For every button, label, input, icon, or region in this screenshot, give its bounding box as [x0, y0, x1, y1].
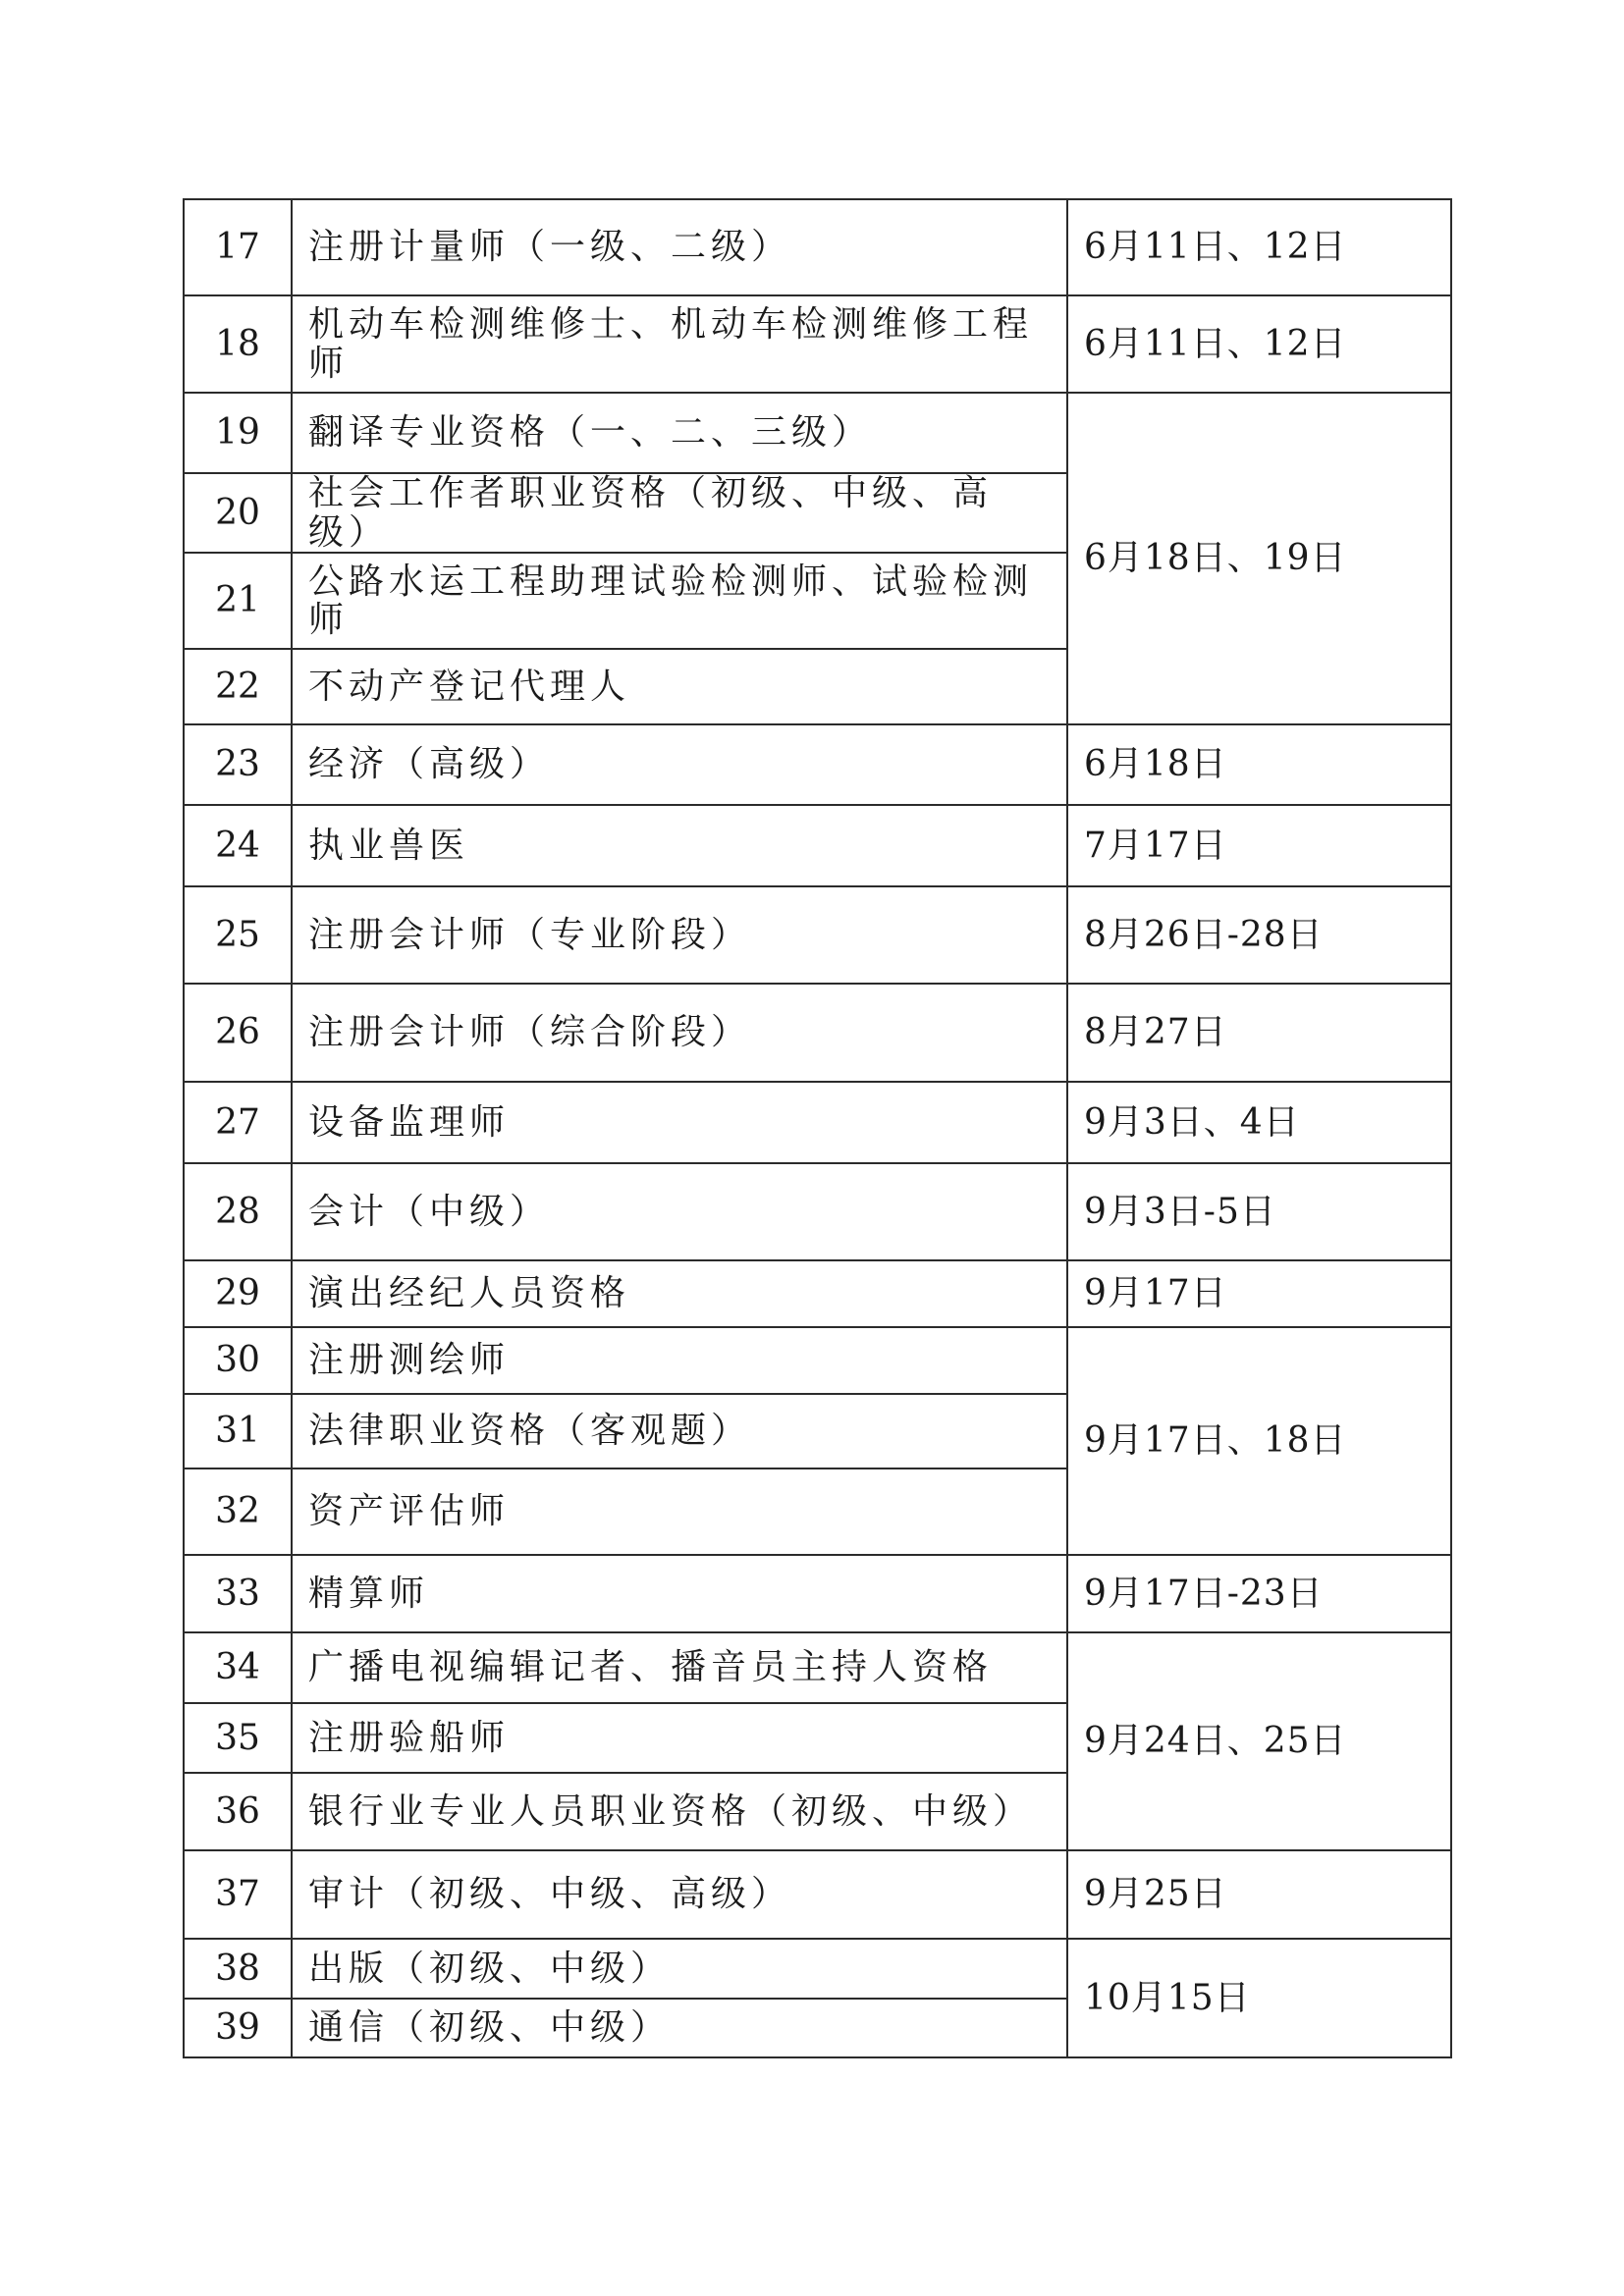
exam-schedule-table	[183, 198, 1452, 2058]
exam-name: 注册会计师（综合阶段）	[292, 984, 1067, 1082]
exam-name: 不动产登记代理人	[292, 649, 1067, 724]
exam-name: 设备监理师	[292, 1082, 1067, 1163]
exam-name: 注册计量师（一级、二级）	[292, 199, 1067, 295]
exam-name: 注册测绘师	[292, 1327, 1067, 1394]
row-number: 35	[184, 1703, 292, 1773]
exam-date: 10月15日	[1067, 1939, 1451, 2057]
row-number: 28	[184, 1163, 292, 1260]
row-number: 24	[184, 805, 292, 886]
exam-name: 执业兽医	[292, 805, 1067, 886]
row-number: 22	[184, 649, 292, 724]
exam-name: 注册会计师（专业阶段）	[292, 886, 1067, 984]
exam-name: 演出经纪人员资格	[292, 1260, 1067, 1327]
exam-date: 6月11日、12日	[1067, 199, 1451, 295]
row-number: 19	[184, 393, 292, 473]
row-number: 20	[184, 473, 292, 553]
row-number: 36	[184, 1773, 292, 1850]
table-row	[184, 1632, 1451, 1703]
exam-name: 机动车检测维修士、机动车检测维修工程师	[292, 295, 1067, 393]
exam-name: 法律职业资格（客观题）	[292, 1394, 1067, 1468]
row-number: 32	[184, 1468, 292, 1555]
exam-date: 9月3日、4日	[1067, 1082, 1451, 1163]
exam-name: 审计（初级、中级、高级）	[292, 1850, 1067, 1939]
exam-date: 8月26日-28日	[1067, 886, 1451, 984]
row-number: 31	[184, 1394, 292, 1468]
exam-name: 公路水运工程助理试验检测师、试验检测师	[292, 553, 1067, 649]
exam-name: 通信（初级、中级）	[292, 1999, 1067, 2057]
exam-name: 出版（初级、中级）	[292, 1939, 1067, 1999]
exam-name: 资产评估师	[292, 1468, 1067, 1555]
row-number: 33	[184, 1555, 292, 1632]
table-row	[184, 1555, 1451, 1632]
exam-name: 会计（中级）	[292, 1163, 1067, 1260]
row-number: 38	[184, 1939, 292, 1999]
exam-date: 8月27日	[1067, 984, 1451, 1082]
table-row	[184, 805, 1451, 886]
table-row	[184, 984, 1451, 1082]
row-number: 26	[184, 984, 292, 1082]
exam-date: 6月18日	[1067, 724, 1451, 805]
row-number: 27	[184, 1082, 292, 1163]
table-row	[184, 393, 1451, 473]
exam-name: 精算师	[292, 1555, 1067, 1632]
table-row	[184, 1327, 1451, 1394]
exam-name: 翻译专业资格（一、二、三级）	[292, 393, 1067, 473]
row-number: 23	[184, 724, 292, 805]
table-row	[184, 724, 1451, 805]
exam-name: 广播电视编辑记者、播音员主持人资格	[292, 1632, 1067, 1703]
row-number: 37	[184, 1850, 292, 1939]
row-number: 34	[184, 1632, 292, 1703]
exam-name: 社会工作者职业资格（初级、中级、高级）	[292, 473, 1067, 553]
row-number: 21	[184, 553, 292, 649]
exam-date: 9月17日、18日	[1067, 1327, 1451, 1555]
exam-date: 6月18日、19日	[1067, 393, 1451, 724]
exam-date: 9月17日	[1067, 1260, 1451, 1327]
exam-date: 6月11日、12日	[1067, 295, 1451, 393]
row-number: 25	[184, 886, 292, 984]
exam-date: 7月17日	[1067, 805, 1451, 886]
exam-date: 9月25日	[1067, 1850, 1451, 1939]
row-number: 29	[184, 1260, 292, 1327]
exam-name: 注册验船师	[292, 1703, 1067, 1773]
table-row	[184, 1850, 1451, 1939]
row-number: 30	[184, 1327, 292, 1394]
table-row	[184, 199, 1451, 295]
table-row	[184, 1082, 1451, 1163]
table-row	[184, 295, 1451, 393]
row-number: 17	[184, 199, 292, 295]
table-row	[184, 886, 1451, 984]
table-row	[184, 1939, 1451, 1999]
exam-date: 9月3日-5日	[1067, 1163, 1451, 1260]
row-number: 18	[184, 295, 292, 393]
table-row	[184, 1260, 1451, 1327]
exam-name: 经济（高级）	[292, 724, 1067, 805]
exam-date: 9月24日、25日	[1067, 1632, 1451, 1850]
exam-name: 银行业专业人员职业资格（初级、中级）	[292, 1773, 1067, 1850]
table-row	[184, 1163, 1451, 1260]
exam-date: 9月17日-23日	[1067, 1555, 1451, 1632]
row-number: 39	[184, 1999, 292, 2057]
